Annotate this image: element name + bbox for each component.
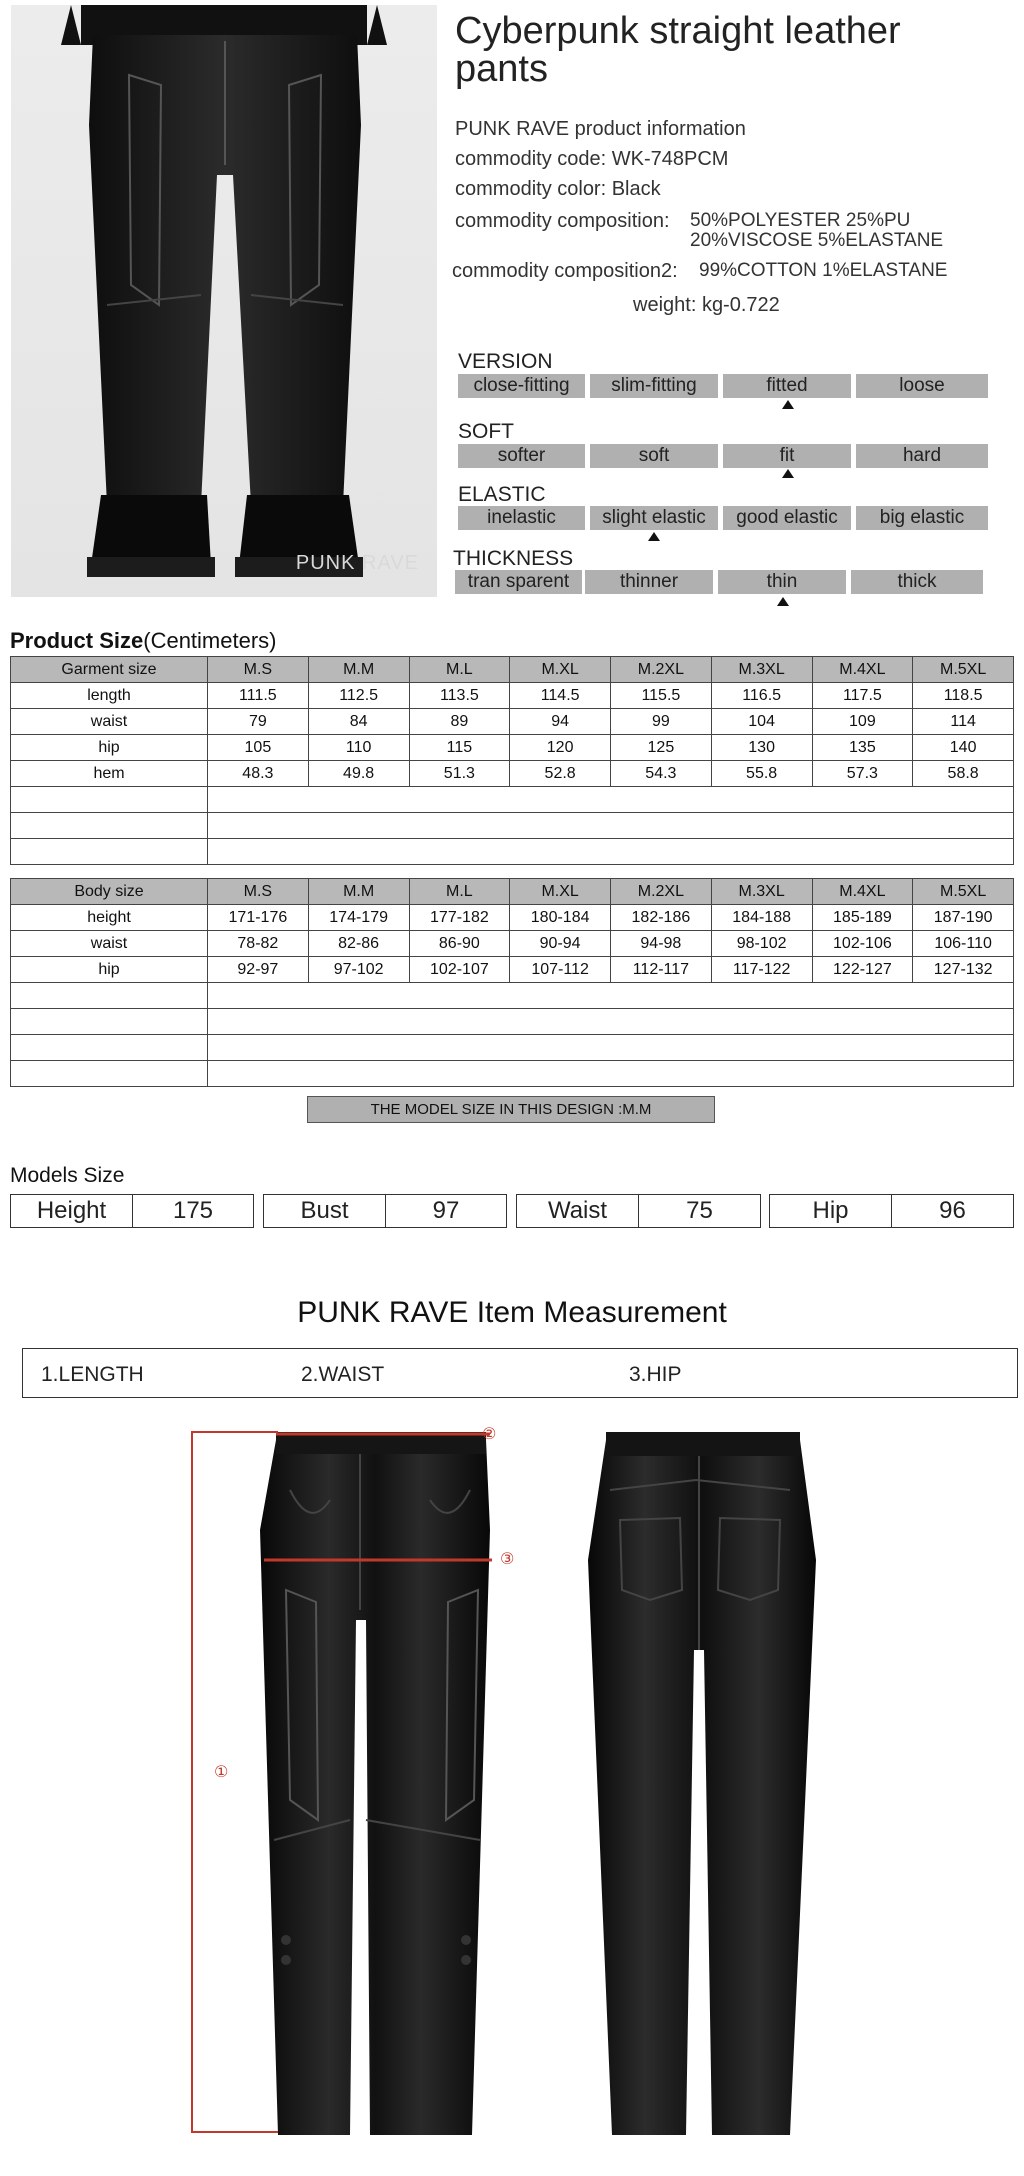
table-empty-row <box>11 1009 1014 1035</box>
table-cell: 171-176 <box>208 905 309 931</box>
table-cell: length <box>11 683 208 709</box>
table-cell <box>208 1061 1014 1087</box>
table-header-cell: M.M <box>308 879 409 905</box>
commodity-code-value: WK-748PCM <box>611 148 729 170</box>
scale-option: good elastic <box>723 506 851 530</box>
model-size-hip <box>769 1194 1014 1228</box>
scale-option: inelastic <box>458 506 585 530</box>
table-cell: 174-179 <box>308 905 409 931</box>
attr-title-soft: SOFT <box>458 420 514 443</box>
attr-title-thickness: THICKNESS <box>453 547 574 570</box>
commodity-code-row <box>455 148 728 171</box>
product-size-heading-bold: Product Size <box>10 628 144 653</box>
table-cell: hem <box>11 761 208 787</box>
scale-option: loose <box>856 374 988 398</box>
table-empty-row <box>11 1035 1014 1061</box>
table-cell: 54.3 <box>611 761 712 787</box>
model-size-label: Bust <box>264 1195 386 1227</box>
table-header-row <box>11 657 1014 683</box>
table-cell: hip <box>11 735 208 761</box>
table-cell <box>11 787 208 813</box>
selected-marker-icon <box>648 532 660 541</box>
table-cell: 125 <box>611 735 712 761</box>
scale-option: softer <box>458 444 585 468</box>
table-cell: 127-132 <box>913 957 1014 983</box>
table-cell <box>11 1061 208 1087</box>
table-cell: waist <box>11 709 208 735</box>
table-cell <box>208 813 1014 839</box>
scale-option: tran sparent <box>455 570 582 594</box>
scale-option: thick <box>851 570 983 594</box>
table-cell: 94 <box>510 709 611 735</box>
table-cell: 177-182 <box>409 905 510 931</box>
table-cell: 84 <box>308 709 409 735</box>
table-header-cell: Garment size <box>11 657 208 683</box>
marker-hip: ③ <box>500 1549 515 1568</box>
table-header-cell: M.5XL <box>913 657 1014 683</box>
selected-marker-icon <box>782 469 794 478</box>
commodity-composition-value-2: 20%VISCOSE 5%ELASTANE <box>690 230 944 251</box>
table-header-cell: M.S <box>208 879 309 905</box>
table-cell: 51.3 <box>409 761 510 787</box>
table-header-cell: M.M <box>308 657 409 683</box>
model-size-waist <box>516 1194 761 1228</box>
measurement-item-hip: 3.HIP <box>629 1363 682 1386</box>
table-row <box>11 735 1014 761</box>
scale-option: big elastic <box>856 506 988 530</box>
table-cell: 182-186 <box>611 905 712 931</box>
commodity-color-value: Black <box>611 178 661 200</box>
table-cell: 90-94 <box>510 931 611 957</box>
model-size-note: THE MODEL SIZE IN THIS DESIGN :M.M <box>307 1096 715 1123</box>
product-title: Cyberpunk straight leather pants <box>455 10 901 90</box>
model-size-label: Hip <box>770 1195 892 1227</box>
table-cell: 113.5 <box>409 683 510 709</box>
commodity-composition2-value: 99%COTTON 1%ELASTANE <box>699 260 948 281</box>
model-size-value: 175 <box>172 1197 214 1224</box>
table-cell <box>208 1035 1014 1061</box>
table-empty-row <box>11 839 1014 865</box>
table-header-cell: M.4XL <box>812 879 913 905</box>
table-empty-row <box>11 1061 1014 1087</box>
product-photo <box>11 5 437 597</box>
table-cell: 55.8 <box>711 761 812 787</box>
scale-option: thin <box>718 570 846 594</box>
table-row <box>11 957 1014 983</box>
table-cell: 86-90 <box>409 931 510 957</box>
table-cell: 122-127 <box>812 957 913 983</box>
table-header-cell: M.L <box>409 657 510 683</box>
table-header-cell: Body size <box>11 879 208 905</box>
pants-back-icon <box>580 1420 820 2140</box>
table-header-cell: M.L <box>409 879 510 905</box>
table-cell: 102-106 <box>812 931 913 957</box>
table-cell: 92-97 <box>208 957 309 983</box>
product-size-heading <box>10 628 277 654</box>
scale-option: hard <box>856 444 988 468</box>
table-cell: 135 <box>812 735 913 761</box>
table-cell: 107-112 <box>510 957 611 983</box>
measurement-item-length: 1.LENGTH <box>41 1363 144 1386</box>
pants-photo-icon <box>11 5 437 597</box>
marker-waist: ② <box>482 1424 497 1443</box>
measurement-item-waist: 2.WAIST <box>301 1363 385 1386</box>
table-cell: 110 <box>308 735 409 761</box>
table-cell: waist <box>11 931 208 957</box>
table-cell <box>11 839 208 865</box>
table-cell: 187-190 <box>913 905 1014 931</box>
attr-title-version: VERSION <box>458 350 553 373</box>
table-cell: 82-86 <box>308 931 409 957</box>
table-row <box>11 683 1014 709</box>
model-size-label: Height <box>11 1195 133 1227</box>
table-header-cell: M.3XL <box>711 657 812 683</box>
model-size-height <box>10 1194 254 1228</box>
scale-option: soft <box>590 444 718 468</box>
scale-option: fit <box>723 444 851 468</box>
table-cell: height <box>11 905 208 931</box>
table-cell: 185-189 <box>812 905 913 931</box>
table-cell: 58.8 <box>913 761 1014 787</box>
table-cell <box>208 839 1014 865</box>
table-cell <box>208 983 1014 1009</box>
model-size-value: 96 <box>939 1197 966 1224</box>
table-cell: 115.5 <box>611 683 712 709</box>
weight-row <box>633 294 780 317</box>
marker-length: ① <box>214 1762 229 1781</box>
table-cell <box>11 983 208 1009</box>
table-header-cell: M.XL <box>510 879 611 905</box>
models-size-heading: Models Size <box>10 1164 125 1187</box>
table-header-cell: M.XL <box>510 657 611 683</box>
table-cell: 117-122 <box>711 957 812 983</box>
table-cell: 97-102 <box>308 957 409 983</box>
table-cell: hip <box>11 957 208 983</box>
commodity-composition-value-1: 50%POLYESTER 25%PU <box>690 210 911 231</box>
table-cell: 94-98 <box>611 931 712 957</box>
commodity-code-label: commodity code: <box>455 148 607 170</box>
table-cell: 120 <box>510 735 611 761</box>
table-cell: 57.3 <box>812 761 913 787</box>
table-cell: 48.3 <box>208 761 309 787</box>
table-cell: 114 <box>913 709 1014 735</box>
product-size-heading-unit: (Centimeters) <box>143 628 277 653</box>
commodity-composition-label: commodity composition: <box>455 210 670 232</box>
table-cell <box>208 1009 1014 1035</box>
table-cell: 102-107 <box>409 957 510 983</box>
model-size-bust <box>263 1194 507 1228</box>
table-cell: 79 <box>208 709 309 735</box>
pants-front-icon <box>190 1420 520 2140</box>
table-cell: 111.5 <box>208 683 309 709</box>
scale-option: slim-fitting <box>590 374 718 398</box>
table-cell: 184-188 <box>711 905 812 931</box>
body-size-table <box>10 878 1014 1087</box>
selected-marker-icon <box>782 400 794 409</box>
table-header-cell: M.2XL <box>611 879 712 905</box>
photo-watermark: PUNK RAVE <box>295 552 419 574</box>
table-cell: 117.5 <box>812 683 913 709</box>
table-header-cell: M.S <box>208 657 309 683</box>
info-heading: PUNK RAVE product information <box>455 118 746 140</box>
table-cell: 130 <box>711 735 812 761</box>
table-cell: 180-184 <box>510 905 611 931</box>
table-cell: 98-102 <box>711 931 812 957</box>
weight-value: kg-0.722 <box>701 294 780 316</box>
table-row <box>11 931 1014 957</box>
table-cell: 116.5 <box>711 683 812 709</box>
product-size-table <box>10 656 1014 865</box>
table-cell <box>11 813 208 839</box>
commodity-color-label: commodity color: <box>455 178 607 200</box>
table-cell: 78-82 <box>208 931 309 957</box>
table-cell: 49.8 <box>308 761 409 787</box>
table-cell: 106-110 <box>913 931 1014 957</box>
table-header-cell: M.2XL <box>611 657 712 683</box>
model-size-label: Waist <box>517 1195 639 1227</box>
table-header-cell: M.4XL <box>812 657 913 683</box>
table-row <box>11 761 1014 787</box>
table-header-cell: M.5XL <box>913 879 1014 905</box>
scale-option: slight elastic <box>590 506 718 530</box>
model-size-value: 75 <box>686 1197 713 1224</box>
measurement-legend <box>22 1348 1018 1398</box>
table-row <box>11 905 1014 931</box>
table-row <box>11 709 1014 735</box>
table-cell: 114.5 <box>510 683 611 709</box>
selected-marker-icon <box>777 597 789 606</box>
table-cell: 109 <box>812 709 913 735</box>
table-cell: 112.5 <box>308 683 409 709</box>
table-empty-row <box>11 813 1014 839</box>
table-cell: 112-117 <box>611 957 712 983</box>
table-cell <box>208 787 1014 813</box>
weight-label: weight: <box>633 294 697 316</box>
table-header-row <box>11 879 1014 905</box>
table-cell: 89 <box>409 709 510 735</box>
table-cell: 105 <box>208 735 309 761</box>
table-cell: 115 <box>409 735 510 761</box>
model-size-value: 97 <box>432 1197 460 1224</box>
commodity-color-row <box>455 178 661 201</box>
table-cell: 118.5 <box>913 683 1014 709</box>
scale-option: fitted <box>723 374 851 398</box>
attr-title-elastic: ELASTIC <box>458 483 546 506</box>
measurement-heading: PUNK RAVE Item Measurement <box>297 1296 727 1329</box>
scale-option: close-fitting <box>458 374 585 398</box>
table-cell: 104 <box>711 709 812 735</box>
table-cell: 99 <box>611 709 712 735</box>
table-empty-row <box>11 983 1014 1009</box>
table-empty-row <box>11 787 1014 813</box>
table-cell <box>11 1009 208 1035</box>
table-cell: 140 <box>913 735 1014 761</box>
commodity-composition2-label: commodity composition2: <box>452 260 678 282</box>
table-cell: 52.8 <box>510 761 611 787</box>
table-header-cell: M.3XL <box>711 879 812 905</box>
scale-option: thinner <box>585 570 713 594</box>
table-cell <box>11 1035 208 1061</box>
